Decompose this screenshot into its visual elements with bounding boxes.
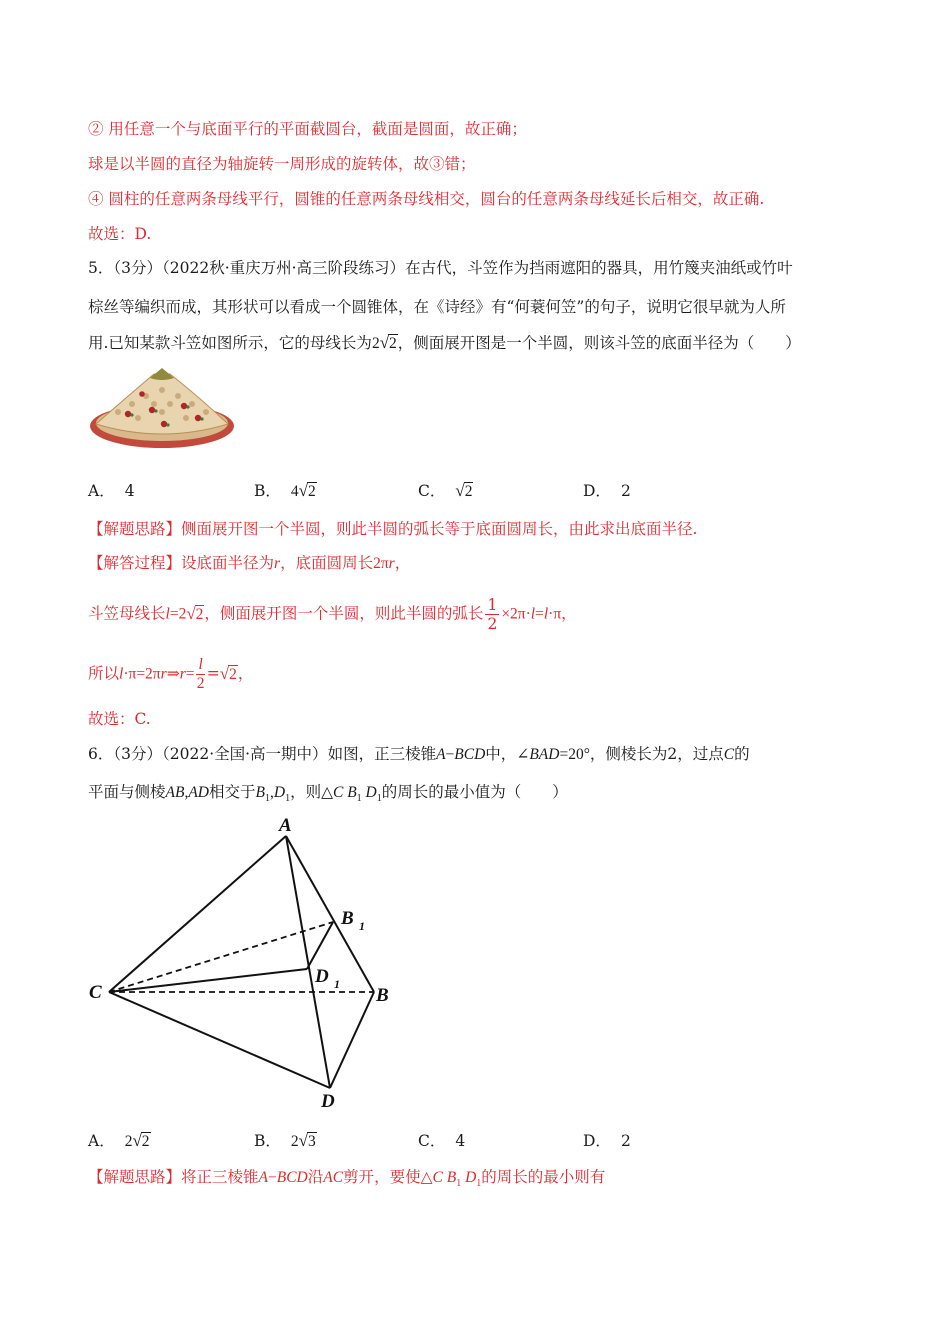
- q6-option-d-value: 2: [620, 1132, 631, 1150]
- q5-idea: [88, 518, 697, 540]
- q6-triangle: C $B_1$ $D_1$: [332, 784, 382, 805]
- q5-proc-tag: 【解答过程】: [88, 554, 182, 572]
- q6-option-b[interactable]: [254, 1130, 317, 1153]
- q6-option-c-label: C．: [418, 1132, 446, 1150]
- q6-text-2c: ，则△: [290, 783, 333, 801]
- q6-option-a-label: A．: [88, 1132, 115, 1150]
- bamboo-hat-image: [88, 366, 238, 456]
- q6-option-d-label: D．: [583, 1132, 611, 1150]
- q5-l-root: √2: [186, 603, 204, 623]
- q6-idea: [88, 1166, 605, 1195]
- q6-text-1d: 的: [734, 745, 750, 763]
- label-b1-sub: 1: [359, 919, 365, 933]
- q6-idea-b: 沿: [307, 1168, 324, 1186]
- q5-option-c-value: √2: [455, 481, 473, 500]
- q6-idea-d: 的周长的最小则有: [481, 1168, 606, 1186]
- prev-solution-line-2: ② 用任意一个与底面平行的平面截圆台，截面是圆面，故正确；: [88, 120, 527, 138]
- q6-option-b-label: B．: [254, 1132, 281, 1150]
- q6-points: $B_1,D_1$: [255, 784, 291, 805]
- label-d1: D: [315, 966, 329, 987]
- q6-point-c: C: [723, 746, 735, 763]
- q5-option-c-label: C．: [418, 482, 446, 500]
- q6-option-d[interactable]: [583, 1130, 631, 1152]
- q5-l-eq: l=2: [165, 605, 187, 623]
- q6-idea-pyramid: A−BCD: [258, 1169, 308, 1186]
- q5-answer: 故选：C.: [88, 710, 151, 728]
- pyramid-figure: [85, 812, 395, 1112]
- label-b1: B: [341, 908, 354, 929]
- q5-line-1: [88, 257, 793, 279]
- q6-pyramid: A−BCD: [436, 746, 486, 763]
- q5-option-a-label: A．: [88, 482, 115, 500]
- q5-proc-3a: 所以: [88, 664, 120, 683]
- q5-option-d-label: D．: [583, 482, 611, 500]
- q6-idea-tag: 【解题思路】: [88, 1168, 182, 1186]
- q5-process-3: 所以l·π=2πr⇒r= $\frac{l}{2}$ =√2，: [88, 656, 254, 692]
- q6-text-1b: 中，: [485, 745, 517, 763]
- q5-idea-text: 侧面展开图一个半圆，则此半圆的弧长等于底面圆周长，由此求出底面半径.: [181, 520, 698, 538]
- q5-option-d[interactable]: [583, 480, 631, 502]
- q5-circumference: 2πr: [373, 555, 395, 572]
- q5-option-d-value: 2: [620, 482, 631, 500]
- q5-proc-1a: 设底面半径为: [181, 554, 275, 572]
- q6-text-2d: 的周长的最小值为（ ）: [381, 783, 568, 801]
- label-d1-sub: 1: [334, 977, 340, 991]
- q6-idea-edge: AC: [323, 1169, 344, 1186]
- q5-comma-2: ，: [237, 664, 254, 683]
- q5-l-half-fraction: $\frac{l}{2}$: [196, 656, 205, 692]
- q6-text-2a: 平面与侧棱: [88, 783, 166, 801]
- q6-text-1a: 如图，正三棱锥: [327, 745, 437, 763]
- q5-number: 5．: [88, 259, 114, 277]
- q5-text-3a: 用.已知某款斗笠如图所示，它的母线长为: [88, 334, 372, 352]
- q5-arc-expr: ×2π·l=l·π，: [501, 605, 577, 623]
- q6-edges: AB,AD: [165, 784, 209, 801]
- q5-proc-2a: 斗笠母线长: [88, 604, 166, 623]
- q5-text-3b: ，侧面展开图是一个半圆，则该斗笠的底面半径为（ ）: [397, 334, 801, 352]
- label-d: D: [321, 1091, 335, 1112]
- q6-option-b-value: 2√3: [290, 1131, 316, 1150]
- q5-radius-symbol: r: [274, 555, 281, 572]
- prev-solution-line-4: ④ 圆柱的任意两条母线平行，圆锥的任意两条母线相交，圆台的任意两条母线延长后相交，故正确.: [88, 190, 765, 208]
- q6-number: 6．: [88, 745, 114, 763]
- q5-result-expr: l·π=2πr⇒r=: [119, 665, 195, 683]
- q6-source: （2022·全国·高一期中）: [162, 745, 328, 763]
- q6-option-a-value: 2√2: [124, 1131, 150, 1150]
- q6-line-2: [88, 781, 568, 810]
- q6-text-2b: 相交于: [209, 783, 256, 801]
- label-b: B: [376, 985, 389, 1006]
- q6-idea-triangle: C $B_1$ $D_1$: [432, 1169, 482, 1190]
- q5-proc-1b: ，底面圆周长: [280, 554, 374, 572]
- q5-score: （3分）: [113, 259, 162, 277]
- q5-option-c[interactable]: [418, 480, 473, 503]
- q5-option-a-value: 4: [124, 482, 135, 500]
- q5-proc-2b: ，侧面展开图一个半圆，则此半圆的弧长: [204, 604, 484, 623]
- q5-process-1: [88, 552, 410, 575]
- q6-option-c[interactable]: [418, 1130, 465, 1152]
- q5-half-fraction: $\frac{1}{2}$: [487, 596, 498, 633]
- q5-text-1: 在古代，斗笠作为挡雨遮阳的器具，用竹篾夹油纸或竹叶: [405, 259, 793, 277]
- q6-line-1: [88, 743, 750, 766]
- label-a: A: [279, 815, 292, 836]
- q6-score: （3分）: [113, 745, 162, 763]
- q5-slant-length: 2√2: [371, 333, 397, 352]
- q6-idea-c: 剪开，要使△: [343, 1168, 433, 1186]
- q5-option-b-label: B．: [254, 482, 281, 500]
- q5-line-3: [88, 332, 801, 355]
- q5-idea-tag: 【解题思路】: [88, 520, 182, 538]
- prev-answer: 故选：D.: [88, 225, 152, 243]
- q5-source: （2022秋·重庆万州·高三阶段练习）: [162, 259, 406, 277]
- q6-idea-a: 将正三棱锥: [181, 1168, 259, 1186]
- q5-result-root: √2: [219, 663, 237, 683]
- q6-option-c-value: 4: [455, 1132, 466, 1150]
- q5-comma-1: ，: [394, 554, 411, 572]
- q5-option-a[interactable]: [88, 480, 135, 502]
- q5-option-b-value: 4√2: [290, 481, 316, 500]
- q5-process-2: [88, 596, 577, 633]
- q5-text-2: 棕丝等编织而成，其形状可以看成一个圆锥体，在《诗经》有“何蓑何笠”的句子，说明它很早就为人所: [88, 298, 786, 316]
- q6-text-1c: ，侧棱长为2，过点: [589, 745, 724, 763]
- q5-option-b[interactable]: [254, 480, 317, 503]
- q6-option-a[interactable]: [88, 1130, 151, 1153]
- label-c: C: [89, 982, 102, 1003]
- prev-solution-line-3: 球是以半圆的直径为轴旋转一周形成的旋转体，故③错；: [88, 155, 476, 173]
- q6-angle: ∠BAD=20°: [516, 746, 590, 763]
